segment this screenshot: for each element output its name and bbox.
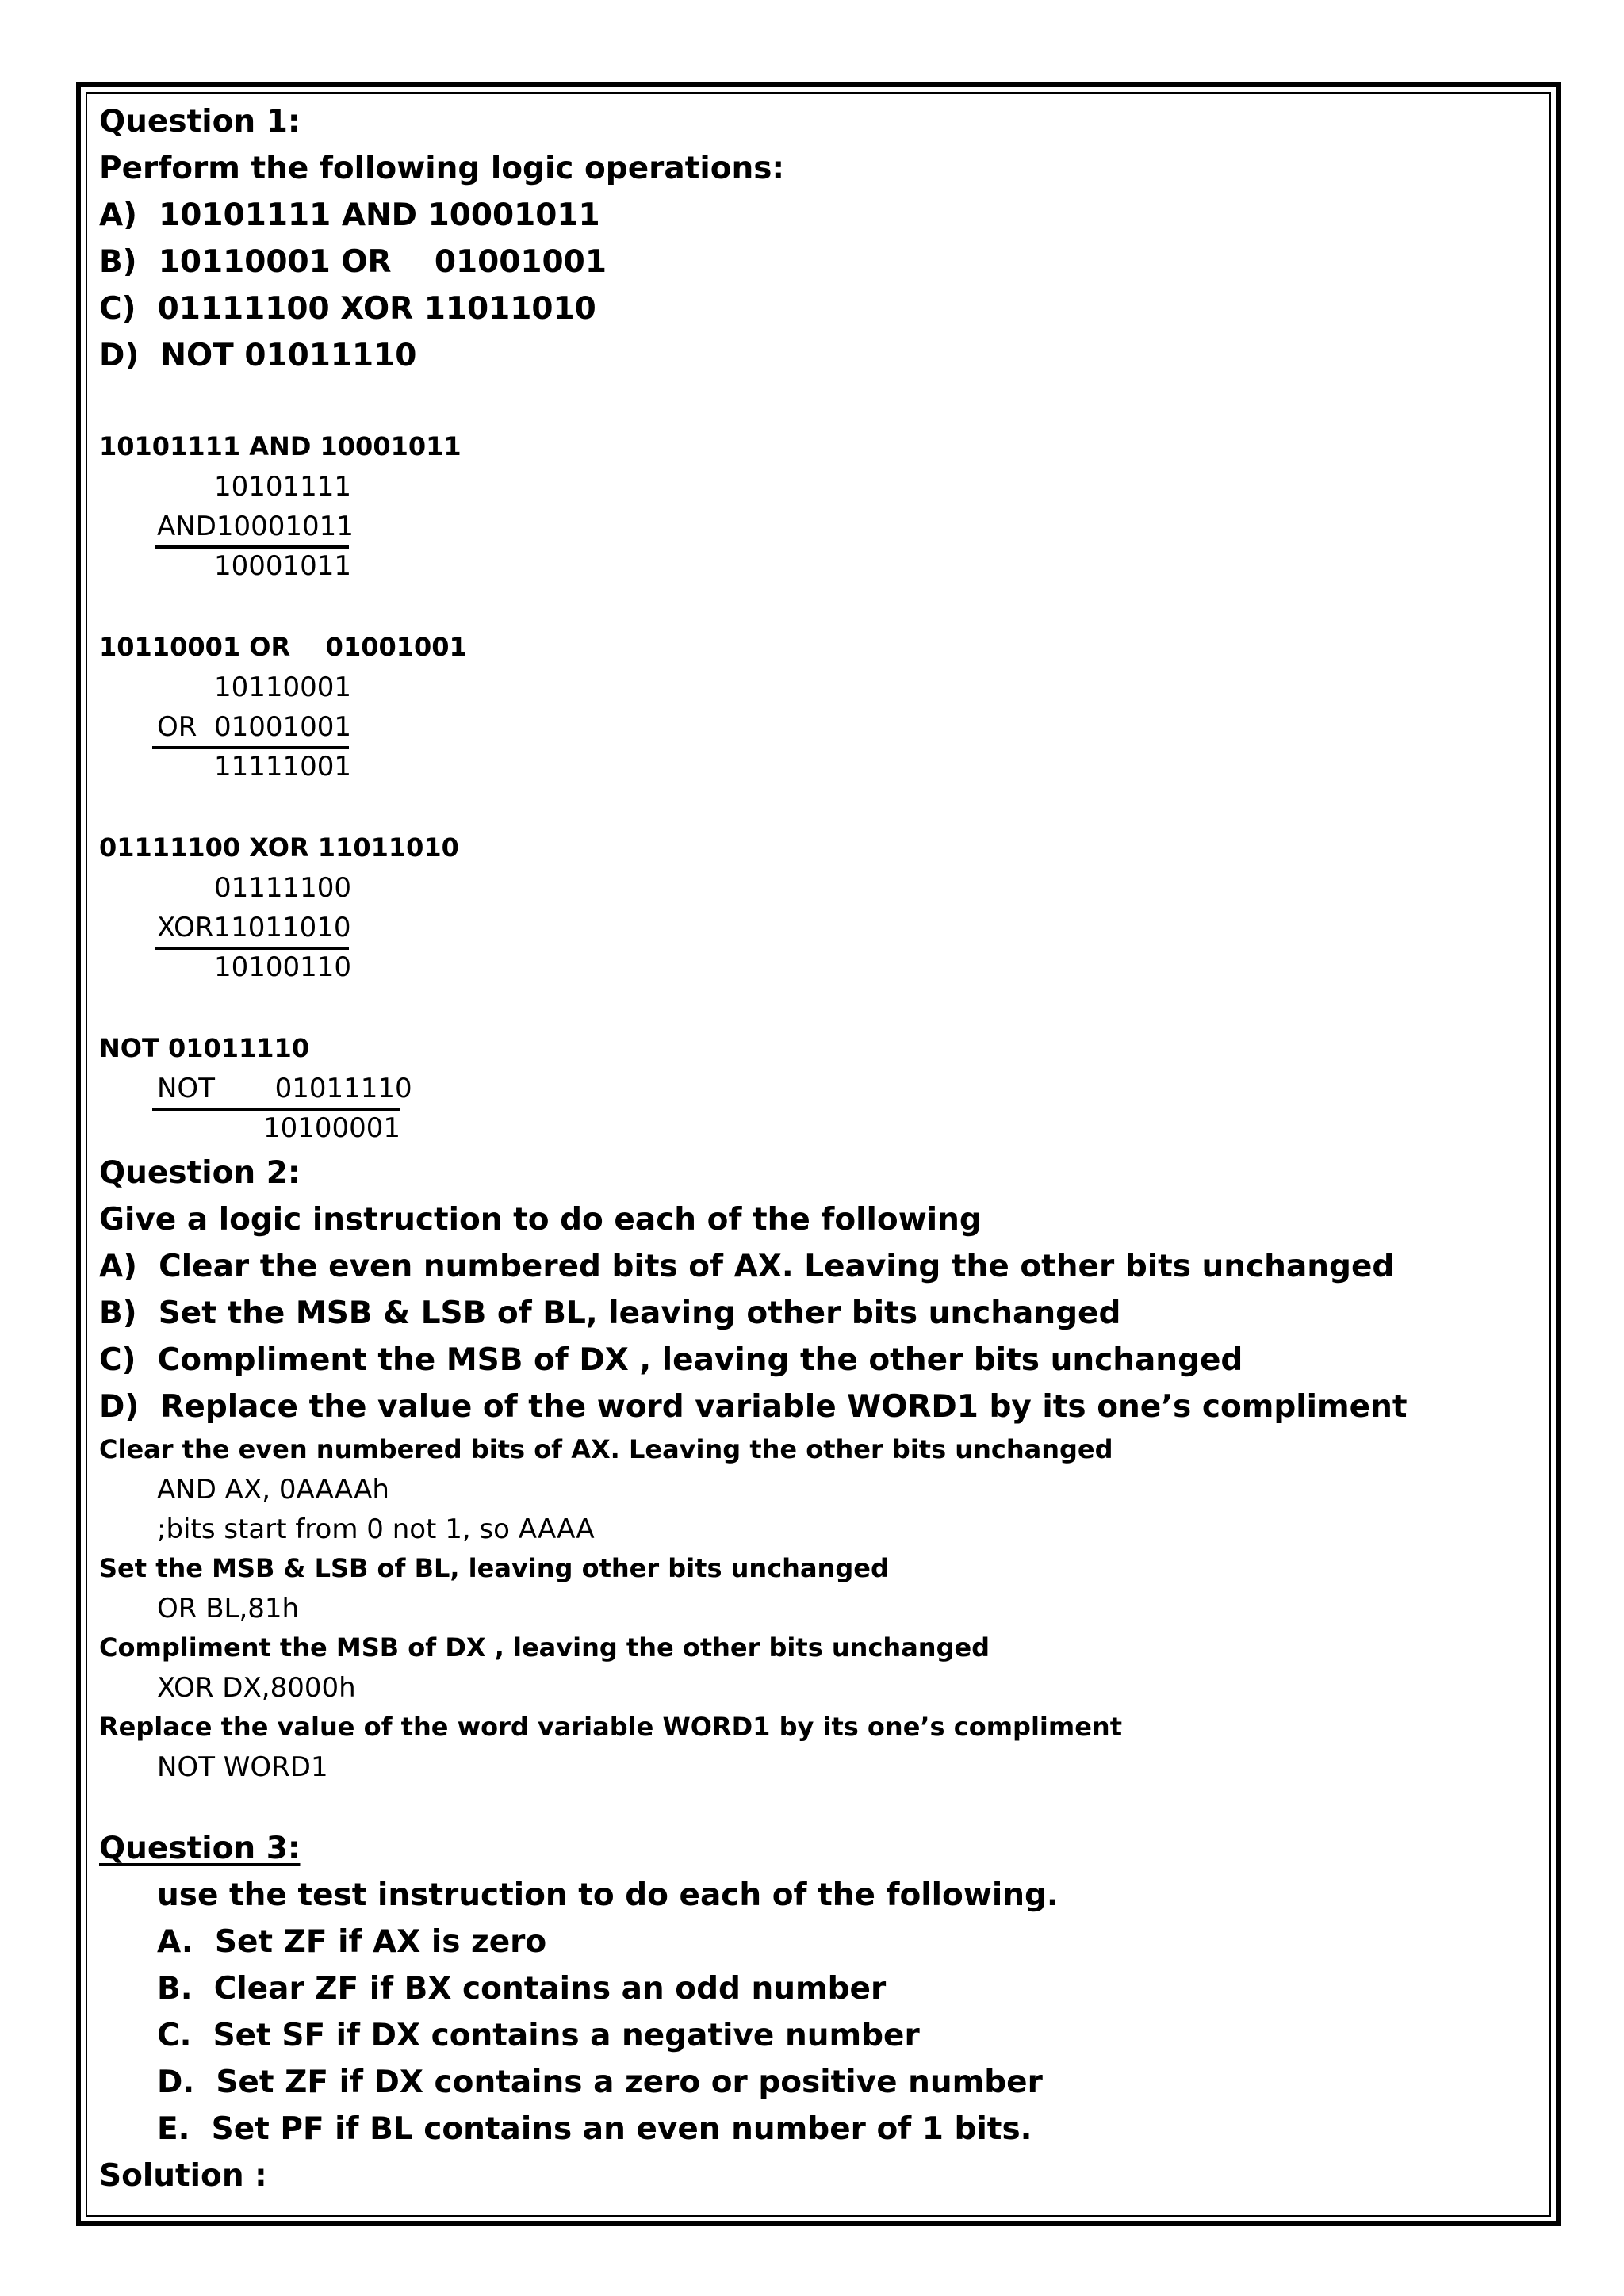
q1-item-d: D) NOT 01011110 xyxy=(99,338,417,373)
q2-prompt: Give a logic instruction to do each of the following xyxy=(99,1202,982,1238)
q1-title: Question 1: xyxy=(99,104,301,140)
q2-title: Question 2: xyxy=(99,1155,301,1191)
q2-answer-a-heading: Clear the even numbered bits of AX. Leaving the other bits unchanged xyxy=(99,1434,1113,1464)
q1-work-c-heading: 01111100 XOR 11011010 xyxy=(99,832,459,863)
q2-answer-c-heading: Compliment the MSB of DX , leaving the other bits unchanged xyxy=(99,1632,990,1663)
q1-work-a-operand1: 10101111 xyxy=(214,471,352,503)
q3-item-b: B. Clear ZF if BX contains an odd number xyxy=(157,1971,887,2007)
q1-work-d-operand: NOT 01011110 xyxy=(157,1073,412,1104)
q3-item-a: A. Set ZF if AX is zero xyxy=(157,1924,547,1960)
q1-work-b-operand2: OR 01001001 xyxy=(157,711,352,743)
q3-item-e: E. Set PF if BL contains an even number of 1 bits. xyxy=(157,2111,1032,2147)
q1-work-d-rule xyxy=(152,1108,400,1111)
q2-answer-b-heading: Set the MSB & LSB of BL, leaving other bits unchanged xyxy=(99,1553,889,1583)
q3-solution-label: Solution : xyxy=(99,2158,267,2194)
q2-item-d: D) Replace the value of the word variable WORD1 by its one’s compliment xyxy=(99,1389,1408,1425)
q2-answer-c-code: XOR DX,8000h xyxy=(157,1672,356,1704)
q1-work-c-rule xyxy=(155,947,349,950)
q1-work-d-result: 10100001 xyxy=(263,1112,401,1144)
q1-work-a-operand2: AND10001011 xyxy=(157,511,354,542)
q1-work-a-result: 10001011 xyxy=(214,550,352,582)
q1-prompt: Perform the following logic operations: xyxy=(99,151,785,186)
q1-work-a-heading: 10101111 AND 10001011 xyxy=(99,431,462,461)
q2-item-a: A) Clear the even numbered bits of AX. Leaving the other bits unchanged xyxy=(99,1249,1395,1284)
q2-item-c: C) Compliment the MSB of DX , leaving the other bits unchanged xyxy=(99,1342,1243,1378)
q3-title: Question 3: xyxy=(99,1831,301,1866)
q1-item-a: A) 10101111 AND 10001011 xyxy=(99,197,600,233)
q3-prompt: use the test instruction to do each of the following. xyxy=(157,1877,1059,1913)
q1-item-b: B) 10110001 OR 01001001 xyxy=(99,244,607,280)
q2-answer-d-code: NOT WORD1 xyxy=(157,1751,328,1783)
q1-item-c: C) 01111100 XOR 11011010 xyxy=(99,291,596,327)
q3-item-c: C. Set SF if DX contains a negative number xyxy=(157,2018,920,2053)
q3-item-d: D. Set ZF if DX contains a zero or positive number xyxy=(157,2064,1043,2100)
q1-work-b-operand1: 10110001 xyxy=(214,672,352,703)
q2-answer-a-note: ;bits start from 0 not 1, so AAAA xyxy=(157,1513,595,1545)
q1-work-b-result: 11111001 xyxy=(214,751,352,783)
q2-item-b: B) Set the MSB & LSB of BL, leaving other bits unchanged xyxy=(99,1295,1121,1331)
q2-answer-a-code: AND AX, 0AAAAh xyxy=(157,1474,389,1506)
q2-answer-b-code: OR BL,81h xyxy=(157,1593,300,1624)
q1-work-c-operand2: XOR11011010 xyxy=(157,912,351,943)
q1-work-d-heading: NOT 01011110 xyxy=(99,1033,310,1063)
q1-work-c-operand1: 01111100 xyxy=(214,872,352,904)
q1-work-b-heading: 10110001 OR 01001001 xyxy=(99,632,467,662)
q1-work-a-rule xyxy=(155,545,349,549)
q2-answer-d-heading: Replace the value of the word variable WORD1 by its one’s compliment xyxy=(99,1712,1122,1742)
q1-work-c-result: 10100110 xyxy=(214,951,352,983)
q1-work-b-rule xyxy=(152,746,349,749)
